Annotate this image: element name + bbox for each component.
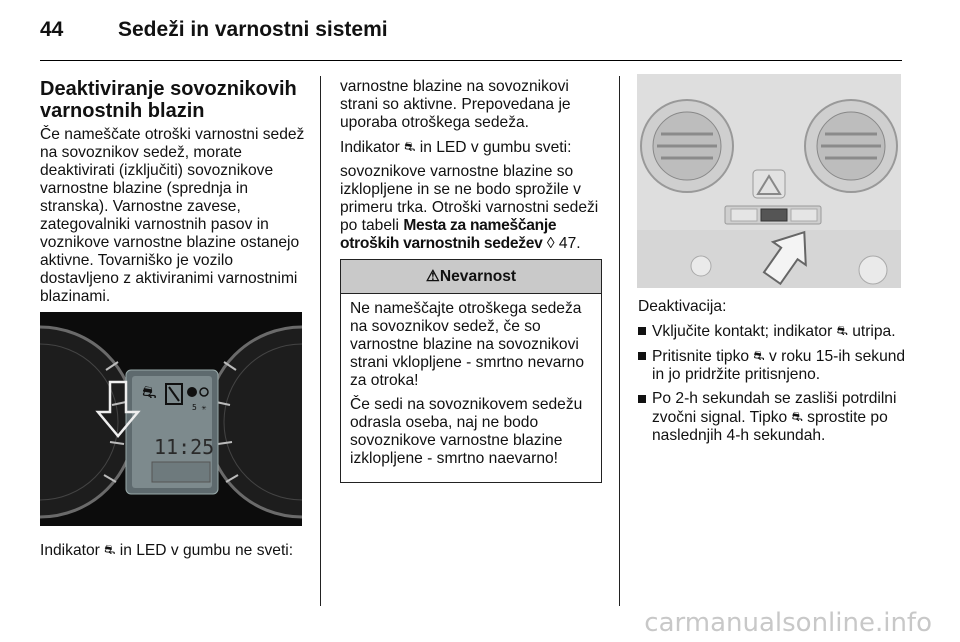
airbag-off-icon: ⛐ bbox=[104, 542, 116, 557]
list-item bbox=[638, 390, 906, 445]
deactivation-steps bbox=[638, 322, 906, 445]
page-number: 44 bbox=[40, 18, 64, 41]
step-text: Pritisnite tipko bbox=[652, 348, 750, 365]
column-2 bbox=[340, 78, 602, 483]
svg-text:⛐: ⛐ bbox=[142, 383, 157, 403]
column-divider-2 bbox=[619, 76, 620, 606]
intro-paragraph: Če nameščate otroški varnostni sedež na sovoznikov sedež, morate deaktivirati (izključiti) sovoznikove varnostne blazine (sprednja in stranska). Varnostne zavese, zategovalniki varnostnih pasov in voznikove varnostne blazine ostanejo aktivne. Tovarniško je vozilo dostavljeno z aktiviranimi varnostnimi blazinami. bbox=[40, 126, 305, 305]
airbag-off-icon: ⛐ bbox=[836, 323, 848, 338]
cross-reference-link[interactable]: Mesta za nameščanje otroških varnostnih sedežev bbox=[340, 217, 557, 252]
page-title: Sedeži in varnostni sistemi bbox=[118, 18, 388, 41]
deactivation-intro: Deaktivacija: bbox=[638, 298, 727, 315]
deactivated-text: sovoznikove varnostne blazine so izklopljene in se ne bodo sprožile v primeru trka. Otroški varnostni sedeži po tabeli bbox=[340, 163, 599, 234]
watermark: carmanualsonline.info bbox=[644, 608, 932, 638]
step-text: sprostite po naslednjih 4-h sekundah. bbox=[652, 409, 888, 444]
step-text: utripa. bbox=[852, 323, 896, 340]
step-text: Vključite kontakt; indikator bbox=[652, 323, 833, 340]
header-divider bbox=[40, 60, 902, 61]
airbag-off-icon: ⛐ bbox=[791, 409, 803, 424]
step-text: v roku 15-ih sekund in jo pridržite pritisnjeno. bbox=[652, 348, 906, 383]
svg-text:5 ✳: 5 ✳ bbox=[192, 403, 207, 412]
caption-prefix: Indikator bbox=[40, 542, 100, 559]
danger-body bbox=[341, 294, 601, 482]
column-3 bbox=[638, 298, 906, 451]
bullet-square-icon bbox=[638, 352, 646, 360]
column-divider-1 bbox=[320, 76, 321, 606]
warning-triangle-icon: ⚠ bbox=[425, 268, 440, 285]
step-text: Po 2-h sekundah se zasliši potrdilni zvočni signal. Tipko bbox=[652, 390, 897, 426]
airbag-off-icon: ⛐ bbox=[753, 348, 765, 363]
figure-clock-text: 11:25 bbox=[154, 435, 215, 459]
list-item bbox=[638, 322, 906, 341]
list-item bbox=[638, 347, 906, 384]
danger-box bbox=[340, 259, 602, 483]
dashboard-button-figure bbox=[637, 74, 901, 288]
danger-paragraph-1: Ne nameščajte otroškega sedeža na sovoznikov sedež, če so varnostne blazine na sovoznikovi strani vklopljene - smrtno nevarno za otroka! bbox=[350, 300, 585, 389]
instrument-cluster-figure bbox=[40, 312, 302, 526]
figure-caption bbox=[40, 542, 293, 560]
reference-page: 47. bbox=[558, 235, 581, 252]
danger-paragraph-2: Če sedi na sovoznikovem sedežu odrasla oseba, naj ne bodo sovoznikove varnostne blazine izklopljene - smrtno naevarno! bbox=[350, 396, 583, 467]
airbag-off-icon: ⛐ bbox=[404, 139, 416, 154]
danger-header bbox=[341, 260, 601, 294]
paragraph-active: varnostne blazine na sovoznikovi strani so aktivne. Prepovedana je uporaba otroškega sedeža. bbox=[340, 78, 571, 131]
paragraph-deactivated bbox=[340, 163, 602, 253]
indicator-prefix: Indikator bbox=[340, 139, 400, 156]
section-heading: Deaktiviranje sovoznikovih varnostnih blazin bbox=[40, 78, 297, 122]
bullet-square-icon bbox=[638, 327, 646, 335]
paragraph-indicator-on bbox=[340, 138, 602, 157]
caption-suffix: in LED v gumbu ne sveti: bbox=[119, 542, 294, 559]
bullet-square-icon bbox=[638, 395, 646, 403]
reference-arrow-icon: ◊ bbox=[546, 235, 555, 252]
column-1 bbox=[40, 78, 306, 312]
danger-title: Nevarnost bbox=[439, 268, 517, 285]
indicator-suffix: in LED v gumbu sveti: bbox=[419, 139, 572, 156]
